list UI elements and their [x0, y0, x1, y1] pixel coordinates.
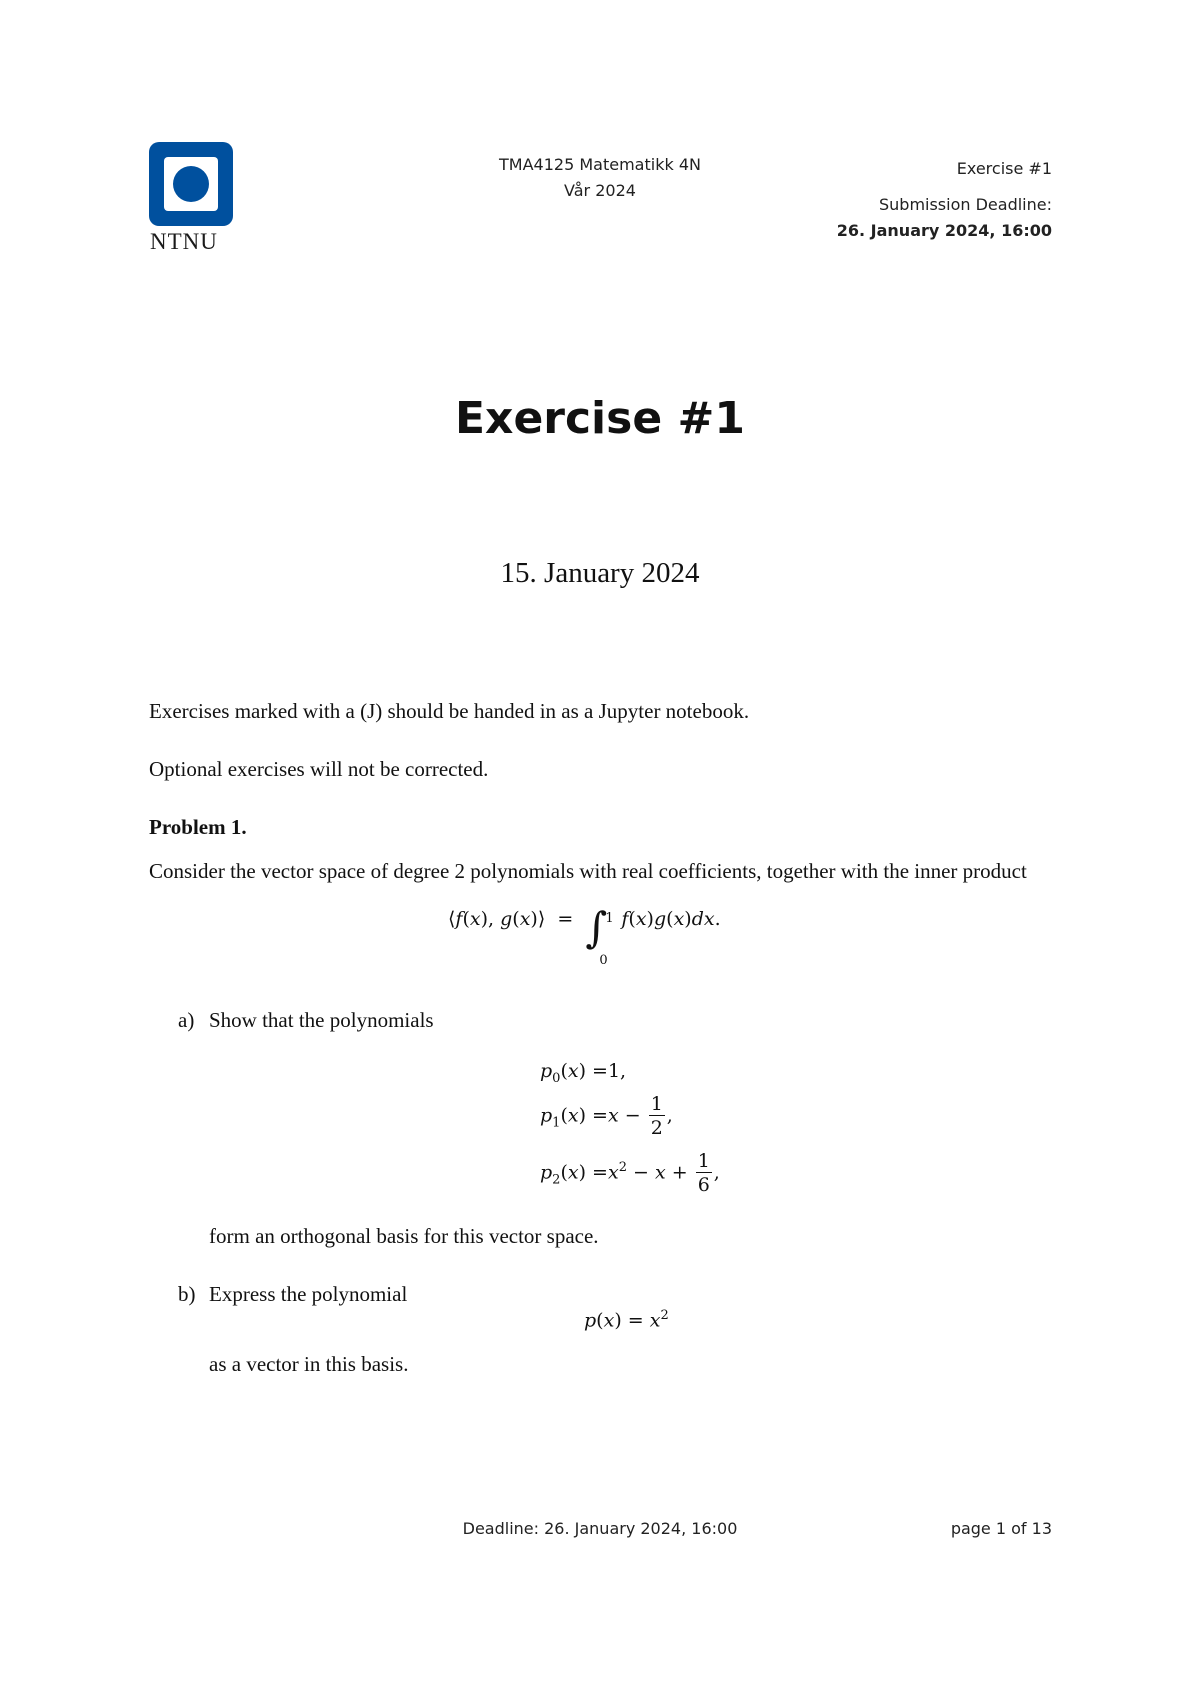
problem-heading: Problem 1. — [149, 815, 247, 839]
page-title: Exercise #1 — [455, 393, 745, 444]
logo-text: NTNU — [150, 229, 218, 254]
page-number: page 1 of 13 — [950, 1519, 1052, 1538]
exercise-date: 15. January 2024 — [500, 557, 700, 589]
part-b-label: b) — [178, 1282, 196, 1306]
submission-label: Submission Deadline: — [878, 195, 1052, 214]
basis-p0: $p_0(x) =1$, — [540, 1060, 627, 1086]
part-a-text: Show that the polynomials — [209, 1008, 434, 1032]
intro-line-2: Optional exercises will not be corrected. — [149, 757, 489, 781]
exercise-label: Exercise #1 — [956, 159, 1052, 178]
ntnu-logo — [149, 142, 233, 226]
logo-circle-icon — [173, 166, 209, 202]
course-name: TMA4125 Matematikk 4N — [499, 155, 701, 174]
intro-line-1: Exercises marked with a (J) should be handed in as a Jupyter notebook. — [149, 699, 750, 723]
part-b-conclusion: as a vector in this basis. — [209, 1352, 409, 1376]
semester: Vår 2024 — [564, 181, 636, 200]
polynomial-p: $p(x) = x^2$ — [584, 1308, 669, 1332]
problem-text: Consider the vector space of degree 2 polynomials with real coefficients, together with the inner product — [149, 859, 1027, 883]
inner-product-formula: ⟨f(x), g(x)⟩ = ∫ 1 0 f(x)g(x)dx. — [448, 903, 721, 968]
submission-date: 26. January 2024, 16:00 — [836, 221, 1052, 240]
basis-p2: $p_2(x) =x^2 - x$ + $\frac{1}{6}$ , — [540, 1150, 720, 1196]
basis-p1: $p_1(x) =x$ − $\frac{1}{2}$ , — [540, 1093, 673, 1139]
footer-deadline: Deadline: 26. January 2024, 16:00 — [462, 1519, 738, 1538]
part-b-text: Express the polynomial — [209, 1282, 408, 1306]
part-a-label: a) — [178, 1008, 195, 1032]
part-a-conclusion: form an orthogonal basis for this vector space. — [209, 1224, 599, 1248]
